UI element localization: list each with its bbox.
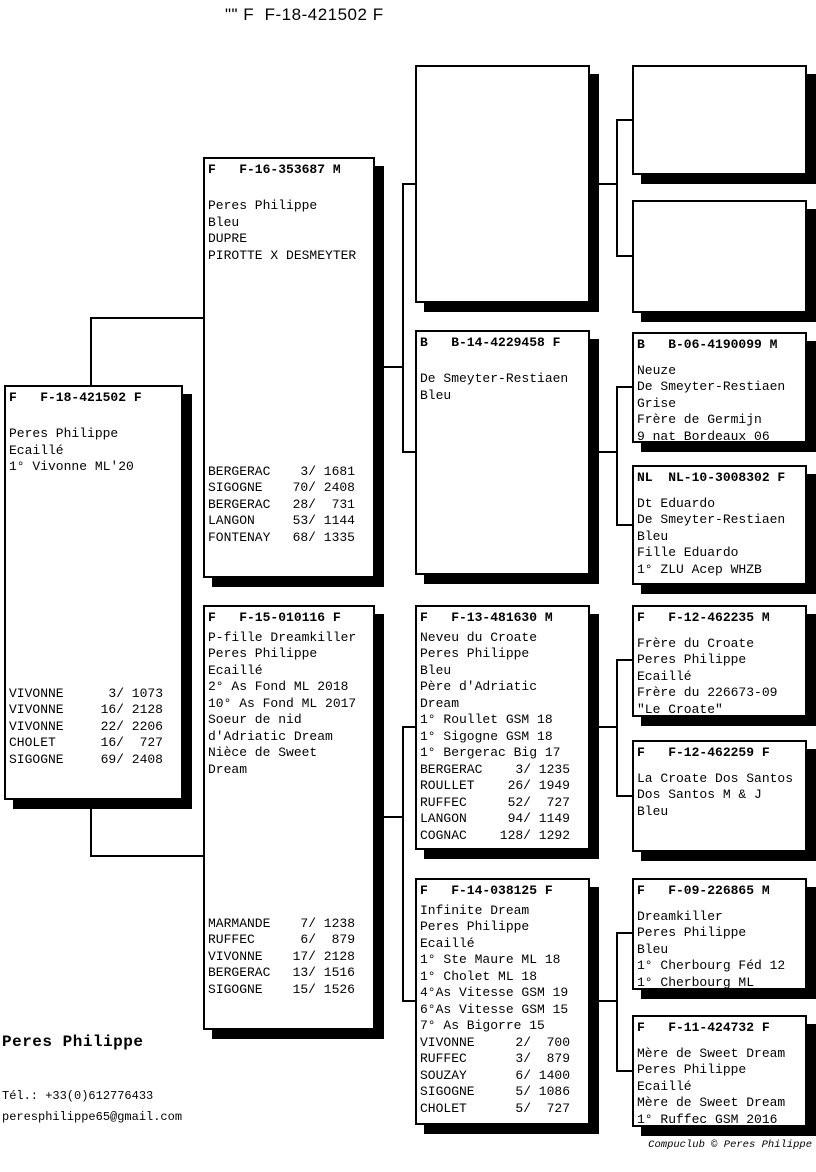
result-score: 3/ 1073 [108,685,163,701]
result-race: FONTENAY [208,529,271,545]
result-score: 128/ 1292 [499,827,570,843]
result-race: SIGOGNE [420,1084,475,1099]
pedigree-line: 10° As Fond ML 2017 [208,695,357,711]
result-race: CHOLET [9,735,56,750]
result-row [9,702,163,719]
pedigree-box-e2 [632,65,807,175]
pedigree-line: DUPRE [208,231,248,246]
ring-number-header: NL NL-10-3008302 F [637,470,786,485]
result-score: 52/ 727 [507,794,570,810]
connector-line [375,366,403,368]
result-score: 28/ 731 [292,496,355,512]
pedigree-line: P-fille Dreamkiller [208,629,357,645]
result-row [208,916,355,933]
pedigree-line: PIROTTE X DESMEYTER [208,247,357,263]
connector-line [90,317,203,319]
pedigree-line: Père d'Adriatic [420,679,538,694]
pedigree-box-f16 [203,157,375,578]
connector-line [402,1000,415,1002]
pedigree-line: 1° Cherbourg Féd 12 [637,958,786,973]
pedigree-line: Neuze [637,362,677,378]
pedigree-line: 4°As Vitesse GSM 19 [420,985,569,1000]
pedigree-line: Peres Philippe [637,925,747,940]
result-race: RUFFEC [420,794,467,810]
result-row [9,752,163,769]
pedigree-line: Peres Philippe [420,646,530,661]
ring-number-header: F F-12-462259 F [637,745,770,760]
pedigree-line: d'Adriatic Dream [208,728,333,744]
pedigree-line: 7° As Bigorre 15 [420,1018,545,1033]
result-row [208,530,355,547]
result-score: 94/ 1149 [507,811,570,826]
pedigree-line: Ecaillé [208,662,263,678]
connector-line [616,386,632,388]
owner-phone: Tél.: +33(0)612776433 [2,1089,154,1103]
pedigree-line [205,182,373,199]
connector-line [616,932,632,934]
ring-number-header: F F-14-038125 F [420,883,553,898]
pedigree-line: Fille Eduardo [637,545,739,560]
pedigree-box-f14 [415,878,590,1125]
page-title: "" F F-18-421502 F [225,5,384,24]
pedigree-line: 1° ZLU Acep WHZB [637,561,762,577]
result-race: SIGOGNE [208,480,263,495]
result-race: SIGOGNE [208,981,263,997]
result-score: 13/ 1516 [292,965,355,980]
results-block [208,916,355,999]
result-row [417,1084,570,1101]
result-race: LANGON [420,811,467,826]
ring-number-header: F F-16-353687 M [208,162,341,177]
result-score: 6/ 1400 [515,1067,570,1083]
pedigree-line: Ecaillé [637,1078,692,1094]
result-row [208,965,355,982]
result-score: 15/ 1526 [292,981,355,997]
connector-line [402,451,415,453]
pedigree-line: Peres Philippe [637,1062,747,1077]
pedigree-line: De Smeyter-Restiaen [637,379,786,394]
pedigree-line: 1° Vivonne ML'20 [9,459,134,474]
result-race: MARMANDE [208,915,271,931]
pedigree-line: Frère du 226673-09 [637,685,778,700]
pedigree-line: Peres Philippe [208,646,318,661]
credit-line: Compuclub © Peres Philippe [648,1139,812,1151]
result-race: SOUZAY [420,1067,467,1083]
pedigree-line: Peres Philippe [637,652,747,667]
pedigree-line: 1° Bergerac Big 17 [420,745,561,760]
connector-line [402,183,415,185]
pedigree-box-f13 [415,605,590,850]
results-block [208,464,355,547]
result-row [208,497,355,514]
connector-line [616,659,632,661]
connector-line [616,119,632,121]
result-row [208,982,355,999]
pedigree-line: 2° As Fond ML 2018 [208,679,349,694]
result-row [417,1051,570,1068]
connector-line [402,726,415,728]
result-row [417,795,570,812]
pedigree-line: Peres Philippe [420,919,530,934]
connector-line [616,1070,632,1072]
pedigree-line: 1° Ruffec GSM 2016 [637,1111,778,1127]
connector-line [616,524,632,526]
pedigree-line: 9 nat Bordeaux 06 [637,428,770,444]
result-race: RUFFEC [420,1051,467,1066]
pedigree-line: Peres Philippe [9,426,119,441]
pedigree-line: Dream [208,761,248,777]
result-row [208,513,355,530]
connector-line [590,1000,617,1002]
ring-number-header: F F-11-424732 F [637,1020,770,1035]
connector-line [402,183,404,453]
result-score: 16/ 727 [100,735,163,750]
connector-line [590,726,617,728]
pedigree-line: Frère du Croate [637,635,755,651]
pedigree-line: Bleu [208,214,240,230]
pedigree-line [417,355,588,372]
pedigree-line: Ecaillé [9,442,64,458]
pedigree-line: Dos Santos M & J [637,787,762,802]
pedigree-line: La Croate Dos Santos [637,770,794,786]
pedigree-box-f09 [632,878,807,990]
result-row [417,1035,570,1052]
pedigree-box-nl10 [632,465,807,585]
result-race: VIVONNE [9,685,64,701]
result-row [208,464,355,481]
result-row [9,719,163,736]
pedigree-box-root [4,385,183,800]
pedigree-line: De Smeyter-Restiaen [637,512,786,527]
pedigree-line: Mère de Sweet Dream [637,1045,786,1061]
pedigree-line: De Smeyter-Restiaen [420,371,569,386]
ring-number-header: F F-09-226865 M [637,883,770,898]
result-score: 3/ 1681 [300,463,355,479]
connector-line [402,726,404,1002]
pedigree-line: 1° Cherbourg ML [637,974,755,990]
result-race: VIVONNE [420,1034,475,1050]
ring-number-header: F F-12-462235 M [637,610,770,625]
connector-line [590,183,617,185]
result-score: 6/ 879 [300,932,355,947]
connector-line [616,386,618,526]
result-row [9,686,163,703]
pedigree-line: Frère de Germijn [637,412,762,427]
pedigree-line: 1° Sigogne GSM 18 [420,728,553,744]
pedigree-line: Bleu [420,662,452,678]
result-race: BERGERAC [208,463,271,479]
pedigree-box-b14 [415,330,590,575]
pedigree-line: Bleu [637,803,669,819]
result-row [417,778,570,795]
ring-number-header: B B-14-4229458 F [420,335,561,350]
result-score: 53/ 1144 [292,513,355,528]
ring-number-header: B B-06-4190099 M [637,337,778,352]
pedigree-line: 6°As Vitesse GSM 15 [420,1001,569,1017]
ring-number-header: F F-13-481630 M [420,610,553,625]
result-race: VIVONNE [9,718,64,734]
result-race: LANGON [208,513,255,528]
result-row [9,735,163,752]
ring-number-header: F F-15-010116 F [208,610,341,625]
pedigree-line: Soeur de nid [208,712,302,727]
connector-line [616,932,618,1072]
connector-line [616,659,618,797]
result-score: 70/ 2408 [292,480,355,495]
result-score: 68/ 1335 [292,529,355,545]
result-race: COGNAC [420,827,467,843]
result-row [417,1068,570,1085]
pedigree-line: Mère de Sweet Dream [637,1095,786,1110]
connector-line [590,451,617,453]
result-score: 2/ 700 [515,1034,570,1050]
pedigree-line: Nièce de Sweet [208,745,318,760]
result-score: 17/ 2128 [292,948,355,964]
result-row [208,949,355,966]
result-score: 3/ 879 [515,1051,570,1066]
result-score: 3/ 1235 [515,761,570,777]
pedigree-line: Ecaillé [420,935,475,951]
pedigree-line: Infinite Dream [420,902,530,918]
result-row [208,932,355,949]
result-score: 26/ 1949 [507,778,570,793]
connector-line [616,795,632,797]
pedigree-line: Dreamkiller [637,908,723,924]
result-score: 5/ 1086 [515,1084,570,1099]
pedigree-box-e1 [415,65,590,303]
pedigree-line: 1° Ste Maure ML 18 [420,952,561,967]
pedigree-line: Bleu [637,528,669,544]
result-row [417,1101,570,1118]
owner-email: peresphilippe65@gmail.com [2,1110,183,1124]
pedigree-line [6,410,181,427]
result-score: 7/ 1238 [300,915,355,931]
result-race: RUFFEC [208,932,255,947]
result-race: BERGERAC [420,761,483,777]
result-race: VIVONNE [9,702,64,717]
result-score: 16/ 2128 [100,702,163,717]
results-block [9,686,163,769]
pedigree-line: 1° Cholet ML 18 [420,968,538,984]
result-row [417,828,570,845]
pedigree-line: Dt Eduardo [637,495,716,511]
pedigree-line: 1° Roullet GSM 18 [420,712,553,727]
result-race: ROULLET [420,778,475,793]
pedigree-line: Dream [420,695,460,711]
result-row [208,480,355,497]
pedigree-line: Bleu [637,941,669,957]
ring-number-header: F F-18-421502 F [9,390,142,405]
result-score: 5/ 727 [515,1100,570,1116]
connector-line [616,255,632,257]
pedigree-box-f15 [203,605,375,1030]
pedigree-line: Bleu [420,387,452,403]
result-race: BERGERAC [208,496,271,512]
pedigree-line: Neveu du Croate [420,629,538,645]
result-race: BERGERAC [208,965,271,980]
result-race: CHOLET [420,1100,467,1116]
result-score: 69/ 2408 [100,751,163,767]
result-row [417,762,570,779]
connector-line [375,816,403,818]
pedigree-box-f11 [632,1015,807,1127]
result-score: 22/ 2206 [100,718,163,734]
pedigree-line: Ecaillé [637,668,692,684]
result-race: VIVONNE [208,948,263,964]
pedigree-line: "Le Croate" [637,701,723,717]
pedigree-line: Grise [637,395,677,411]
pedigree-box-f12b [632,740,807,852]
result-race: SIGOGNE [9,751,64,767]
result-row [417,811,570,828]
owner-name: Peres Philippe [2,1033,144,1051]
connector-line [616,119,618,257]
pedigree-box-b06 [632,332,807,443]
pedigree-line: Peres Philippe [208,198,318,213]
connector-line [90,855,203,857]
pedigree-box-e3 [632,200,807,313]
pedigree-box-f12a [632,605,807,717]
